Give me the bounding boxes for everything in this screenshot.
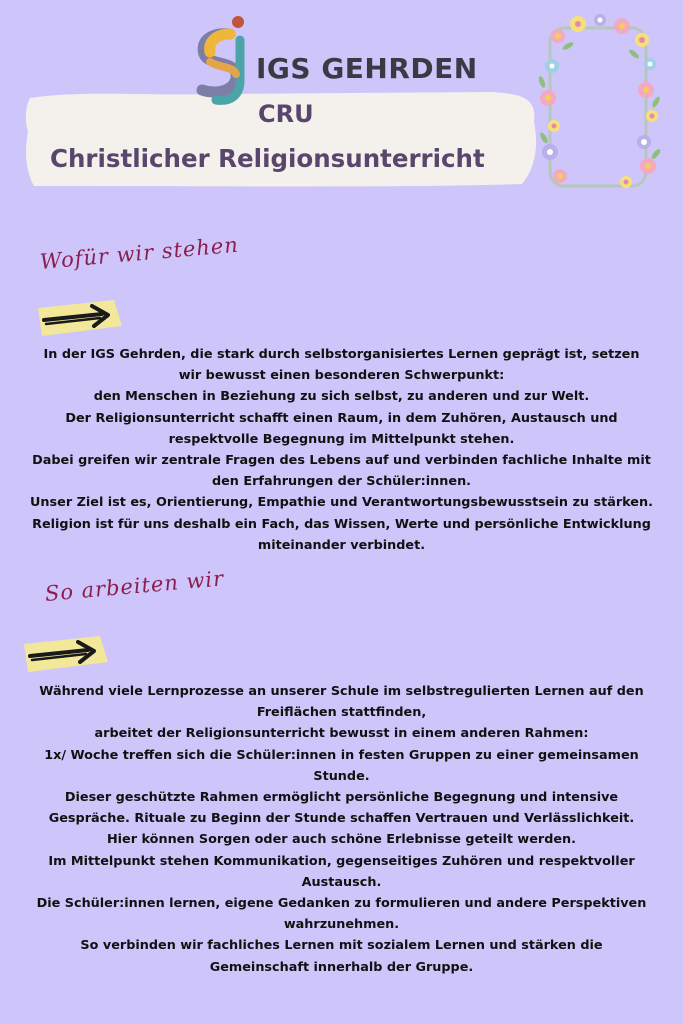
section-heading-wofuer: Wofür wir stehen	[38, 232, 240, 274]
text-line: Gemeinschaft innerhalb der Gruppe.	[209, 959, 474, 975]
text-line: Dieser geschützte Rahmen ermöglicht persönliche Begegnung und intensive	[64, 790, 619, 806]
text-line: arbeitet der Religionsunterricht bewusst in einem anderen Rahmen:	[94, 726, 589, 742]
page-title: Christlicher Religionsunterricht	[50, 144, 485, 173]
logo-text: IGS GEHRDEN	[256, 52, 478, 85]
section1-text	[28, 344, 655, 556]
text-line: 1x/ Woche treffen sich die Schüler:innen in festen Gruppen zu einer gemeinsamen	[44, 747, 639, 763]
igs-logo-icon	[190, 14, 260, 106]
flower-frame-icon	[530, 6, 668, 196]
subject-abbreviation: CRU	[258, 100, 314, 128]
arrow-right-icon	[20, 632, 112, 674]
text-line: Religion ist für uns deshalb ein Fach, das Wissen, Werte und persönliche Entwicklung	[32, 516, 651, 532]
section-heading-so-arbeiten: So arbeiten wir	[43, 566, 226, 606]
text-line: Freiflächen stattfinden,	[256, 705, 427, 721]
text-line: Stunde.	[313, 768, 370, 784]
text-line: Dabei greifen wir zentrale Fragen des Lebens auf und verbinden fachliche Inhalte mit	[32, 453, 651, 469]
text-line: Unser Ziel ist es, Orientierung, Empathie und Verantwortungsbewusstsein zu stärken.	[30, 495, 653, 511]
text-line: In der IGS Gehrden, die stark durch selbstorganisiertes Lernen geprägt ist, setzen	[43, 347, 640, 362]
arrow-right-icon	[34, 296, 126, 338]
text-line: Der Religionsunterricht schafft einen Raum, in dem Zuhören, Austausch und	[65, 410, 618, 426]
text-line: Während viele Lernprozesse an unserer Schule im selbstregulierten Lernen auf den	[39, 684, 644, 699]
text-line: Gespräche. Rituale zu Beginn der Stunde schaffen Vertrauen und Verlässlichkeit.	[48, 811, 635, 827]
text-line: wahrzunehmen.	[283, 917, 400, 933]
text-line: wir bewusst einen besonderen Schwerpunkt:	[178, 368, 505, 384]
text-line: respektvolle Begegnung im Mittelpunkt stehen.	[168, 431, 515, 447]
text-line: miteinander verbindet.	[257, 537, 426, 553]
text-line: Die Schüler:innen lernen, eigene Gedanken zu formulieren und andere Perspektiven	[36, 896, 647, 912]
text-line: So verbinden wir fachliches Lernen mit sozialem Lernen und stärken die	[80, 938, 603, 954]
text-line: den Menschen in Beziehung zu sich selbst, zu anderen und zur Welt.	[93, 389, 590, 405]
text-line: den Erfahrungen der Schüler:innen.	[211, 474, 472, 490]
text-line: Austausch.	[301, 874, 382, 890]
text-line: Hier können Sorgen oder auch schöne Erlebnisse geteilt werden.	[106, 832, 577, 848]
text-line: Im Mittelpunkt stehen Kommunikation, gegenseitiges Zuhören und respektvoller	[48, 853, 635, 869]
section2-text	[28, 681, 655, 978]
